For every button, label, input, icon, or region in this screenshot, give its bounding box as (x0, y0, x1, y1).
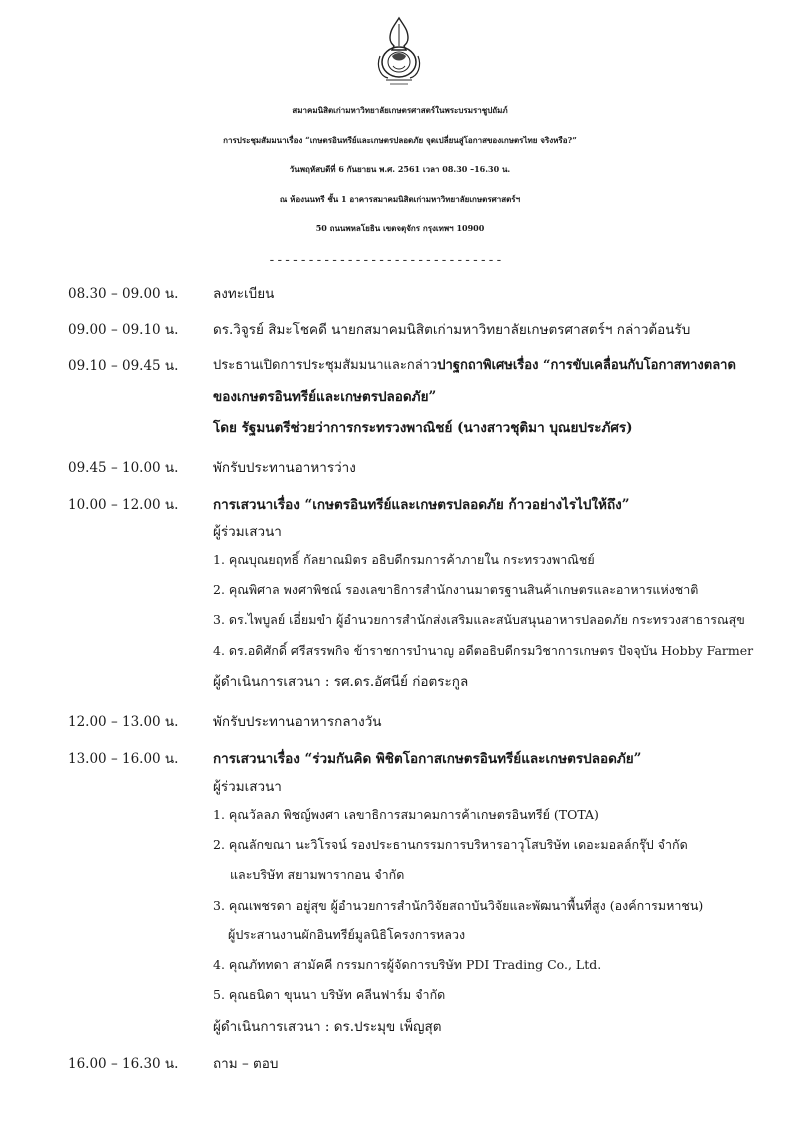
agenda-line: 1. คุณวัลลภ พิชญ์พงศา เลขาธิการสมาคมการค้าเกษตรอินทรีย์ (TOTA) (213, 807, 599, 822)
agenda-line: ผู้ดำเนินการเสวนา : ดร.ประมุข เพ็ญสุต (213, 1019, 442, 1035)
seminar-date-time: วันพฤหัสบดีที่ 6 กันยายน พ.ศ. 2561 เวลา 08.30 –16.30 น. (289, 164, 511, 174)
agenda-line: พักรับประทานอาหารว่าง (213, 460, 356, 476)
agenda-line: 3. คุณเพชรดา อยู่สุข ผู้อำนวยการสำนักวิจัยสถาบันวิจัยและพัฒนาพื้นที่สูง (องค์การมหาชน) (213, 898, 704, 913)
agenda-time: 09.10 – 09.45 น. (68, 358, 179, 374)
seminar-address: 50 ถนนพหลโยธิน เขตจตุจักร กรุงเทพฯ 10900 (315, 223, 485, 233)
agenda-line: และบริษัท สยามพารากอน จำกัด (230, 867, 405, 882)
agenda-line: ถาม – ตอบ (213, 1056, 279, 1072)
agenda-line: โดย รัฐมนตรีช่วยว่าการกระทรวงพาณิชย์ (นางสาวชุติมา บุณยประภัศร) (213, 420, 633, 436)
agenda-time: 10.00 – 12.00 น. (68, 497, 179, 513)
agenda-line (213, 354, 736, 375)
agenda-line: ของเกษตรอินทรีย์และเกษตรปลอดภัย” (213, 389, 437, 405)
agenda-time: 08.30 – 09.00 น. (68, 286, 179, 302)
agenda-line-text: ประธานเปิดการประชุมสัมมนาและกล่าว (213, 358, 438, 373)
agenda-line: 1. คุณบุณยฤทธิ์ กัลยาณมิตร อธิบดีกรมการค้าภายใน กระทรวงพาณิชย์ (213, 552, 595, 567)
agenda-line: 4. คุณภัททดา สามัคคี กรรมการผู้จัดการบริษัท PDI Trading Co., Ltd. (213, 957, 602, 972)
agenda-line: ผู้ร่วมเสวนา (213, 779, 282, 795)
agenda-line: ลงทะเบียน (213, 286, 275, 302)
agenda-time: 09.45 – 10.00 น. (68, 460, 179, 476)
seminar-title: การประชุมสัมมนาเรื่อง “เกษตรอินทรีย์และเกษตรปลอดภัย จุดเปลี่ยนสู่โอกาสของเกษตรไทย จริงหรือ?” (223, 134, 577, 145)
agenda-line: 5. คุณธนิดา ขุนนา บริษัท คลีนฟาร์ม จำกัด (213, 987, 446, 1002)
agenda-line: การเสวนาเรื่อง “เกษตรอินทรีย์และเกษตรปลอดภัย ก้าวอย่างไรไปให้ถึง” (213, 497, 630, 513)
agenda-line: ผู้ร่วมเสวนา (213, 524, 282, 540)
association-name: สมาคมนิสิตเก่ามหาวิทยาลัยเกษตรศาสตร์ในพระบรมราชูปถัมภ์ (292, 105, 508, 115)
association-emblem-logo (372, 16, 426, 90)
agenda-line: การเสวนาเรื่อง “ร่วมกันคิด พิชิตโอกาสเกษตรอินทรีย์และเกษตรปลอดภัย” (213, 751, 642, 767)
keynote-title: ปาฐกถาพิเศษเรื่อง “การขับเคลื่อนกับโอกาสทางตลาด (437, 358, 736, 373)
agenda-line: 3. ดร.ไพบูลย์ เอี่ยมขำ ผู้อำนวยการสำนักส่งเสริมและสนับสนุนอาหารปลอดภัย กระทรวงสาธารณสุข (213, 612, 745, 627)
agenda-time: 09.00 – 09.10 น. (68, 322, 179, 338)
agenda-line: 4. ดร.อดิศักดิ์ ศรีสรรพกิจ ข้าราชการบำนาญ อดีตอธิบดีกรมวิชาการเกษตร ปัจจุบัน Hobby Farmer (213, 643, 754, 658)
agenda-time: 12.00 – 13.00 น. (68, 714, 179, 730)
agenda-time: 13.00 – 16.00 น. (68, 751, 179, 767)
agenda-line: 2. คุณลักขณา นะวิโรจน์ รองประธานกรรมการบริหารอาวุโสบริษัท เดอะมอลล์กรุ๊ป จำกัด (213, 837, 688, 852)
agenda-line: ผู้ดำเนินการเสวนา : รศ.ดร.อัศนีย์ ก่อตระกูล (213, 674, 469, 690)
agenda-time: 16.00 – 16.30 น. (68, 1056, 179, 1072)
agenda-line: ผู้ประสานงานผักอินทรีย์มูลนิธิโครงการหลวง (228, 927, 466, 942)
agenda-line: 2. คุณพิศาล พงศาพิชณ์ รองเลขาธิการสำนักงานมาตรฐานสินค้าเกษตรและอาหารแห่งชาติ (213, 582, 699, 597)
document-header (0, 96, 800, 244)
seminar-venue: ณ ห้องนนทรี ชั้น 1 อาคารสมาคมนิสิตเก่ามหาวิทยาลัยเกษตรศาสตร์ฯ (279, 193, 521, 204)
agenda-line: ดร.วิจูรย์ สิมะโชคดี นายกสมาคมนิสิตเก่ามหาวิทยาลัยเกษตรศาสตร์ฯ กล่าวต้อนรับ (213, 322, 691, 338)
header-divider: ------------------------------ (268, 253, 503, 268)
agenda-line: พักรับประทานอาหารกลางวัน (213, 714, 382, 730)
